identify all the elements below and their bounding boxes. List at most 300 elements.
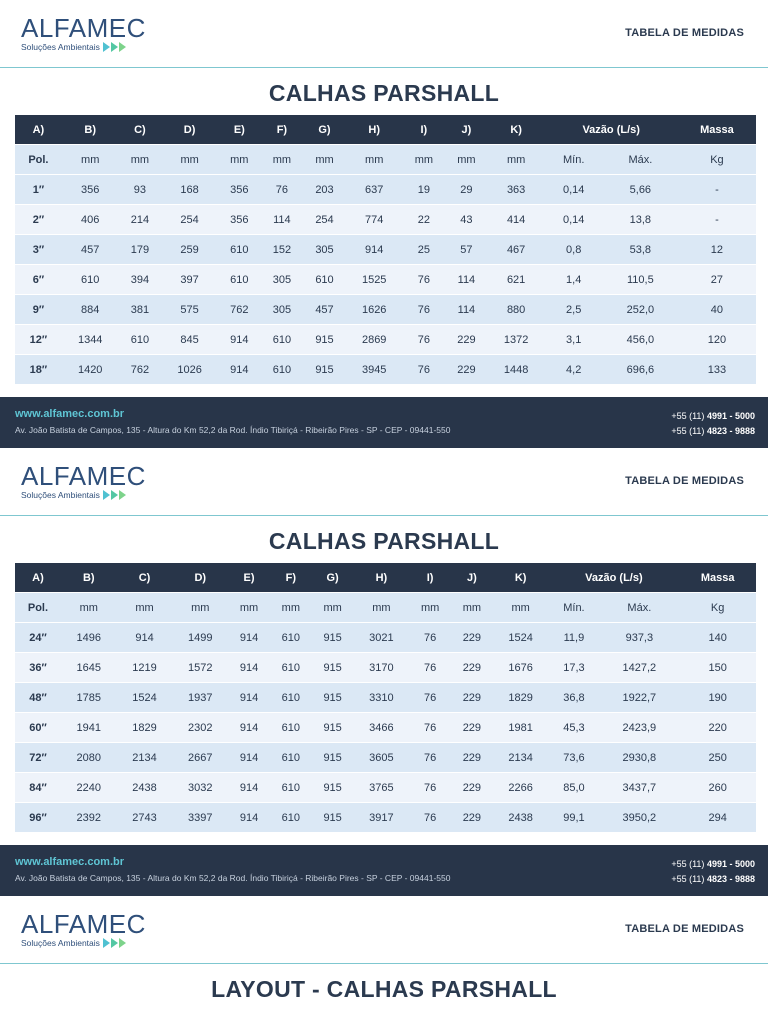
unit-cell: mm: [403, 145, 446, 174]
value-cell: 3605: [354, 743, 410, 772]
table-header-row: [15, 563, 756, 592]
unit-cell: Kg: [678, 145, 756, 174]
value-cell: 229: [445, 325, 488, 354]
value-cell: 2667: [172, 743, 228, 772]
value-cell: 250: [679, 743, 756, 772]
value-cell: 229: [451, 653, 493, 682]
column-header: I): [409, 563, 451, 592]
value-cell: 43: [445, 205, 488, 234]
logo-arrows-icon: [103, 938, 126, 948]
value-cell: 1572: [172, 653, 228, 682]
value-cell: 120: [678, 325, 756, 354]
unit-cell: mm: [354, 593, 410, 622]
table-row: [15, 205, 756, 234]
table-row: [15, 773, 756, 802]
value-cell: 76: [409, 623, 451, 652]
value-cell: 914: [228, 803, 270, 832]
value-cell: 3310: [354, 683, 410, 712]
value-cell: 406: [62, 205, 119, 234]
size-cell: 24″: [15, 623, 61, 652]
value-cell: 76: [409, 743, 451, 772]
logo-tagline: Soluções Ambientais: [21, 938, 100, 948]
value-cell: 575: [161, 295, 218, 324]
size-cell: 1″: [15, 175, 62, 204]
value-cell: 1676: [493, 653, 549, 682]
column-header: A): [15, 563, 61, 592]
value-cell: 110,5: [603, 265, 678, 294]
column-header: H): [354, 563, 410, 592]
table-row: [15, 355, 756, 384]
value-cell: 22: [403, 205, 446, 234]
value-cell: 229: [451, 803, 493, 832]
value-cell: 2266: [493, 773, 549, 802]
column-header: G): [312, 563, 354, 592]
column-header: C): [119, 115, 162, 144]
value-cell: 114: [445, 295, 488, 324]
value-cell: 610: [270, 773, 312, 802]
value-cell: 99,1: [549, 803, 600, 832]
value-cell: 229: [451, 683, 493, 712]
footer-phones: [671, 857, 755, 887]
value-cell: 610: [303, 265, 346, 294]
value-cell: 363: [488, 175, 545, 204]
value-cell: 1420: [62, 355, 119, 384]
page-header: [0, 0, 768, 68]
value-cell: 914: [218, 355, 261, 384]
value-cell: 1829: [493, 683, 549, 712]
value-cell: 1499: [172, 623, 228, 652]
website-link[interactable]: www.alfamec.com.br: [15, 856, 125, 868]
value-cell: 3032: [172, 773, 228, 802]
footer-address: Av. João Batista de Campos, 135 - Altura do Km 52,2 da Rod. Índio Tibiriçá - Ribeirão Pires - SP - CEP - 09441-550: [15, 873, 451, 883]
value-cell: 305: [303, 235, 346, 264]
value-cell: 305: [261, 265, 304, 294]
value-cell: 915: [312, 683, 354, 712]
value-cell: 76: [409, 713, 451, 742]
size-cell: 6″: [15, 265, 62, 294]
value-cell: 140: [679, 623, 756, 652]
unit-cell: mm: [451, 593, 493, 622]
unit-cell: mm: [161, 145, 218, 174]
value-cell: 356: [218, 205, 261, 234]
value-cell: 915: [312, 803, 354, 832]
value-cell: 53,8: [603, 235, 678, 264]
value-cell: 915: [312, 743, 354, 772]
size-cell: 96″: [15, 803, 61, 832]
value-cell: 1937: [172, 683, 228, 712]
value-cell: 914: [218, 325, 261, 354]
size-cell: 9″: [15, 295, 62, 324]
sheet-page-1: [0, 0, 768, 448]
column-header: F): [261, 115, 304, 144]
alfamec-logo: [21, 463, 146, 500]
value-cell: 76: [409, 803, 451, 832]
unit-cell: mm: [270, 593, 312, 622]
unit-cell: mm: [445, 145, 488, 174]
value-cell: 914: [228, 623, 270, 652]
column-header: G): [303, 115, 346, 144]
value-cell: 637: [346, 175, 403, 204]
value-cell: 3765: [354, 773, 410, 802]
value-cell: 414: [488, 205, 545, 234]
value-cell: 260: [679, 773, 756, 802]
table-row: [15, 623, 756, 652]
value-cell: 397: [161, 265, 218, 294]
column-header: Massa: [679, 563, 756, 592]
unit-cell: mm: [218, 145, 261, 174]
value-cell: 914: [228, 713, 270, 742]
value-cell: 915: [303, 325, 346, 354]
unit-cell: mm: [488, 145, 545, 174]
value-cell: 76: [403, 295, 446, 324]
value-cell: 1,4: [545, 265, 603, 294]
column-header: J): [445, 115, 488, 144]
value-cell: 914: [228, 653, 270, 682]
unit-cell: Máx.: [599, 593, 679, 622]
unit-cell: mm: [312, 593, 354, 622]
table-row: [15, 295, 756, 324]
value-cell: 0,8: [545, 235, 603, 264]
table-row: [15, 713, 756, 742]
logo-name: ALFAMEC: [21, 13, 146, 43]
unit-cell: mm: [172, 593, 228, 622]
value-cell: 1427,2: [599, 653, 679, 682]
value-cell: 1524: [117, 683, 173, 712]
value-cell: 610: [270, 803, 312, 832]
value-cell: 114: [261, 205, 304, 234]
value-cell: 610: [261, 325, 304, 354]
size-cell: 48″: [15, 683, 61, 712]
value-cell: 305: [261, 295, 304, 324]
value-cell: 3466: [354, 713, 410, 742]
column-header: Massa: [678, 115, 756, 144]
footer-phones: [671, 409, 755, 439]
value-cell: 2134: [117, 743, 173, 772]
value-cell: 356: [218, 175, 261, 204]
table-row: [15, 653, 756, 682]
unit-cell: mm: [346, 145, 403, 174]
value-cell: 610: [270, 623, 312, 652]
value-cell: 19: [403, 175, 446, 204]
value-cell: 0,14: [545, 205, 603, 234]
value-cell: 252,0: [603, 295, 678, 324]
column-header: H): [346, 115, 403, 144]
value-cell: 29: [445, 175, 488, 204]
doc-label: TABELA DE MEDIDAS: [625, 923, 744, 935]
value-cell: 915: [312, 713, 354, 742]
unit-cell: Mín.: [545, 145, 603, 174]
size-cell: 3″: [15, 235, 62, 264]
value-cell: 1525: [346, 265, 403, 294]
value-cell: 229: [451, 773, 493, 802]
value-cell: 45,3: [549, 713, 600, 742]
value-cell: 1785: [61, 683, 117, 712]
value-cell: 220: [679, 713, 756, 742]
logo-arrows-icon: [103, 42, 126, 52]
value-cell: 610: [218, 235, 261, 264]
value-cell: 85,0: [549, 773, 600, 802]
value-cell: 456,0: [603, 325, 678, 354]
value-cell: 1219: [117, 653, 173, 682]
alfamec-logo: [21, 911, 146, 948]
value-cell: 2302: [172, 713, 228, 742]
column-header: D): [161, 115, 218, 144]
value-cell: 394: [119, 265, 162, 294]
value-cell: 12: [678, 235, 756, 264]
unit-cell: Pol.: [15, 593, 61, 622]
value-cell: 150: [679, 653, 756, 682]
value-cell: 1981: [493, 713, 549, 742]
value-cell: 0,14: [545, 175, 603, 204]
alfamec-logo: [21, 15, 146, 52]
value-cell: 937,3: [599, 623, 679, 652]
value-cell: -: [678, 175, 756, 204]
value-cell: 1626: [346, 295, 403, 324]
page-title: LAYOUT - CALHAS PARSHALL: [211, 976, 557, 1002]
unit-cell: Kg: [679, 593, 756, 622]
value-cell: 76: [409, 653, 451, 682]
value-cell: 76: [403, 325, 446, 354]
size-cell: 12″: [15, 325, 62, 354]
value-cell: 621: [488, 265, 545, 294]
value-cell: 1344: [62, 325, 119, 354]
unit-cell: mm: [117, 593, 173, 622]
column-header: B): [62, 115, 119, 144]
value-cell: 4,2: [545, 355, 603, 384]
phone-1[interactable]: +55 (11) 4991 - 5000: [671, 411, 755, 421]
page-footer: [0, 845, 768, 896]
column-header: I): [403, 115, 446, 144]
phone-1[interactable]: +55 (11) 4991 - 5000: [671, 859, 755, 869]
value-cell: 76: [403, 355, 446, 384]
value-cell: 36,8: [549, 683, 600, 712]
value-cell: 915: [312, 623, 354, 652]
value-cell: 259: [161, 235, 218, 264]
unit-cell: mm: [261, 145, 304, 174]
value-cell: 1829: [117, 713, 173, 742]
table-row: [15, 235, 756, 264]
value-cell: 610: [270, 653, 312, 682]
website-link[interactable]: www.alfamec.com.br: [15, 408, 125, 420]
column-header: Vazão (L/s): [545, 115, 678, 144]
value-cell: 1645: [61, 653, 117, 682]
value-cell: 762: [119, 355, 162, 384]
logo-name: ALFAMEC: [21, 909, 146, 939]
table-row: [15, 683, 756, 712]
value-cell: 229: [445, 355, 488, 384]
value-cell: 610: [62, 265, 119, 294]
value-cell: 915: [303, 355, 346, 384]
value-cell: 40: [678, 295, 756, 324]
value-cell: 1448: [488, 355, 545, 384]
value-cell: 25: [403, 235, 446, 264]
value-cell: 73,6: [549, 743, 600, 772]
value-cell: 1496: [61, 623, 117, 652]
value-cell: 133: [678, 355, 756, 384]
value-cell: 914: [346, 235, 403, 264]
measurements-table: [15, 562, 756, 833]
value-cell: 610: [119, 325, 162, 354]
value-cell: 356: [62, 175, 119, 204]
value-cell: 168: [161, 175, 218, 204]
value-cell: 76: [403, 265, 446, 294]
value-cell: 114: [445, 265, 488, 294]
value-cell: 914: [117, 623, 173, 652]
value-cell: 229: [451, 713, 493, 742]
value-cell: 381: [119, 295, 162, 324]
value-cell: 2,5: [545, 295, 603, 324]
column-header: Vazão (L/s): [549, 563, 680, 592]
page-footer: [0, 397, 768, 448]
value-cell: 27: [678, 265, 756, 294]
units-row: [15, 593, 756, 622]
value-cell: 229: [451, 743, 493, 772]
units-row: [15, 145, 756, 174]
value-cell: 2240: [61, 773, 117, 802]
value-cell: 3170: [354, 653, 410, 682]
value-cell: -: [678, 205, 756, 234]
column-header: K): [488, 115, 545, 144]
table-row: [15, 175, 756, 204]
value-cell: 17,3: [549, 653, 600, 682]
value-cell: 3950,2: [599, 803, 679, 832]
value-cell: 1922,7: [599, 683, 679, 712]
phone-2[interactable]: +55 (11) 4823 - 9888: [671, 426, 755, 436]
value-cell: 915: [312, 773, 354, 802]
sheet-page-3: [0, 896, 768, 1024]
value-cell: 2423,9: [599, 713, 679, 742]
value-cell: 914: [228, 743, 270, 772]
measurements-table: [15, 114, 756, 385]
column-header: F): [270, 563, 312, 592]
unit-cell: mm: [303, 145, 346, 174]
size-cell: 36″: [15, 653, 61, 682]
value-cell: 214: [119, 205, 162, 234]
value-cell: 3397: [172, 803, 228, 832]
value-cell: 76: [261, 175, 304, 204]
value-cell: 152: [261, 235, 304, 264]
column-header: D): [172, 563, 228, 592]
value-cell: 76: [409, 773, 451, 802]
value-cell: 1026: [161, 355, 218, 384]
value-cell: 3021: [354, 623, 410, 652]
size-cell: 60″: [15, 713, 61, 742]
column-header: E): [218, 115, 261, 144]
value-cell: 2080: [61, 743, 117, 772]
size-cell: 18″: [15, 355, 62, 384]
unit-cell: mm: [119, 145, 162, 174]
value-cell: 2134: [493, 743, 549, 772]
value-cell: 610: [270, 743, 312, 772]
value-cell: 762: [218, 295, 261, 324]
unit-cell: mm: [409, 593, 451, 622]
value-cell: 457: [62, 235, 119, 264]
value-cell: 11,9: [549, 623, 600, 652]
value-cell: 76: [409, 683, 451, 712]
value-cell: 1372: [488, 325, 545, 354]
logo-name: ALFAMEC: [21, 461, 146, 491]
value-cell: 880: [488, 295, 545, 324]
page-title: CALHAS PARSHALL: [268, 528, 500, 554]
unit-cell: Mín.: [549, 593, 600, 622]
value-cell: 13,8: [603, 205, 678, 234]
table-row: [15, 265, 756, 294]
size-cell: 2″: [15, 205, 62, 234]
value-cell: 774: [346, 205, 403, 234]
doc-label: TABELA DE MEDIDAS: [625, 475, 744, 487]
table-row: [15, 743, 756, 772]
value-cell: 2392: [61, 803, 117, 832]
value-cell: 1524: [493, 623, 549, 652]
page-header: [0, 896, 768, 964]
table-row: [15, 325, 756, 354]
unit-cell: mm: [61, 593, 117, 622]
value-cell: 457: [303, 295, 346, 324]
value-cell: 696,6: [603, 355, 678, 384]
logo-arrows-icon: [103, 490, 126, 500]
value-cell: 179: [119, 235, 162, 264]
table-row: [15, 803, 756, 832]
value-cell: 884: [62, 295, 119, 324]
value-cell: 5,66: [603, 175, 678, 204]
value-cell: 610: [270, 713, 312, 742]
value-cell: 2438: [117, 773, 173, 802]
unit-cell: Pol.: [15, 145, 62, 174]
size-cell: 84″: [15, 773, 61, 802]
value-cell: 467: [488, 235, 545, 264]
column-header: J): [451, 563, 493, 592]
column-header: B): [61, 563, 117, 592]
unit-cell: mm: [493, 593, 549, 622]
sheet-page-2: [0, 448, 768, 896]
value-cell: 254: [303, 205, 346, 234]
value-cell: 845: [161, 325, 218, 354]
value-cell: 3945: [346, 355, 403, 384]
value-cell: 2930,8: [599, 743, 679, 772]
value-cell: 2438: [493, 803, 549, 832]
value-cell: 915: [312, 653, 354, 682]
table-header-row: [15, 115, 756, 144]
value-cell: 254: [161, 205, 218, 234]
phone-2[interactable]: +55 (11) 4823 - 9888: [671, 874, 755, 884]
value-cell: 610: [270, 683, 312, 712]
unit-cell: mm: [62, 145, 119, 174]
page-title: CALHAS PARSHALL: [268, 80, 500, 106]
value-cell: 914: [228, 683, 270, 712]
value-cell: 190: [679, 683, 756, 712]
value-cell: 1941: [61, 713, 117, 742]
value-cell: 294: [679, 803, 756, 832]
column-header: A): [15, 115, 62, 144]
value-cell: 610: [261, 355, 304, 384]
value-cell: 3,1: [545, 325, 603, 354]
value-cell: 3437,7: [599, 773, 679, 802]
unit-cell: mm: [228, 593, 270, 622]
value-cell: 93: [119, 175, 162, 204]
logo-tagline: Soluções Ambientais: [21, 490, 100, 500]
column-header: E): [228, 563, 270, 592]
value-cell: 914: [228, 773, 270, 802]
footer-address: Av. João Batista de Campos, 135 - Altura do Km 52,2 da Rod. Índio Tibiriçá - Ribeirão Pires - SP - CEP - 09441-550: [15, 425, 451, 435]
unit-cell: Máx.: [603, 145, 678, 174]
page-header: [0, 448, 768, 516]
doc-label: TABELA DE MEDIDAS: [625, 27, 744, 39]
value-cell: 3917: [354, 803, 410, 832]
value-cell: 57: [445, 235, 488, 264]
value-cell: 203: [303, 175, 346, 204]
value-cell: 229: [451, 623, 493, 652]
column-header: C): [117, 563, 173, 592]
